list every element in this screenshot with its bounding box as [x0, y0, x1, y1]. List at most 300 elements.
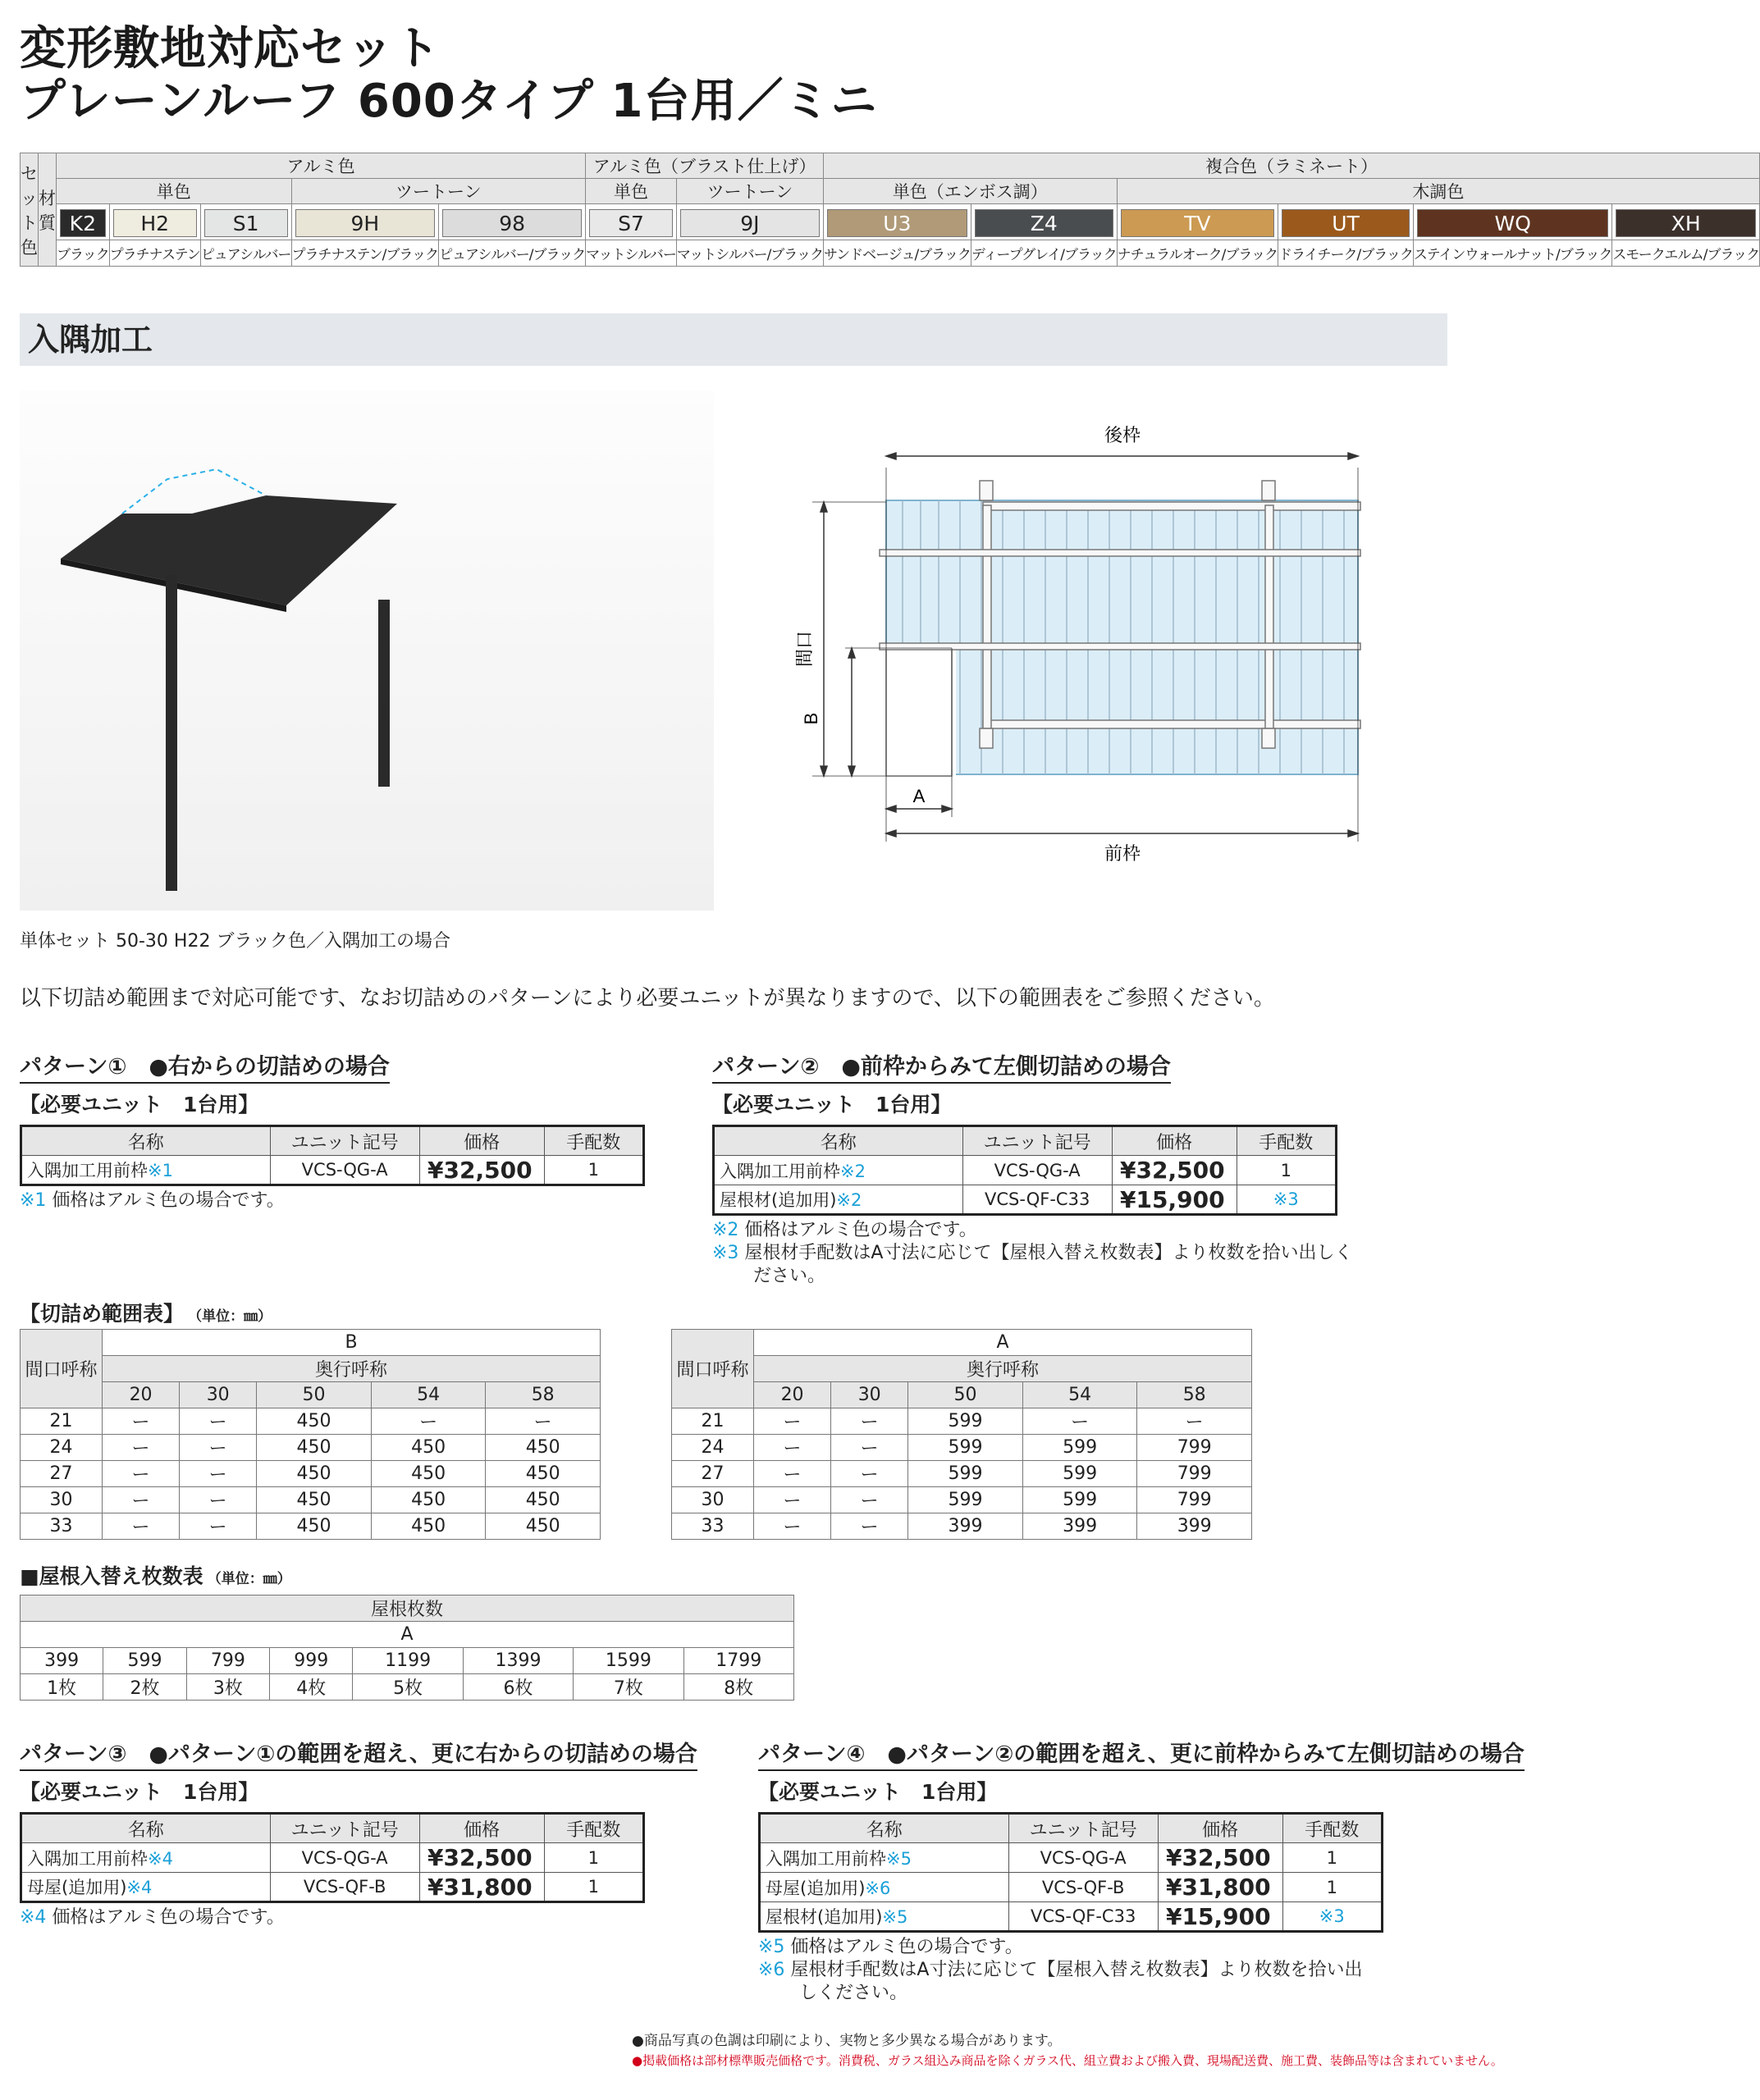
color-swatch: WQ	[1417, 209, 1609, 237]
color-swatch: 98	[442, 209, 582, 237]
depth-header: 奥行呼称	[754, 1356, 1252, 1382]
pattern3-required: 【必要ユニット 1台用】	[20, 1780, 259, 1804]
unit-code: VCS-QG-A	[1008, 1843, 1158, 1873]
color-name: ステインウォールナット/ブラック	[1413, 240, 1612, 267]
range-cell: ー	[180, 1513, 257, 1540]
dim-a-label: A	[912, 786, 926, 806]
unit-name-text: 入隅加工用前枠	[27, 1848, 148, 1869]
roof-sheet-count: 1枚	[21, 1674, 103, 1701]
depth-header: 奥行呼称	[103, 1356, 601, 1382]
unit-note-mark: ※5	[886, 1848, 912, 1869]
table-row	[21, 1843, 644, 1873]
range-cell: ー	[103, 1513, 180, 1540]
rear-frame-label: 後枠	[1104, 425, 1141, 445]
width-value: 21	[21, 1408, 103, 1435]
range-cell: 450	[257, 1487, 372, 1513]
pattern4-notes	[758, 1936, 1447, 2005]
roof-a-value: 1399	[463, 1648, 573, 1674]
unit-qty: 1	[544, 1156, 643, 1185]
unit-price: ¥31,800	[1158, 1873, 1282, 1902]
table-row	[672, 1408, 1252, 1435]
pattern2-table	[712, 1125, 1337, 1216]
plan-diagram	[788, 423, 1395, 866]
post-left	[166, 575, 177, 891]
roof-sheets-row	[21, 1674, 794, 1701]
color-swatch: U3	[827, 209, 967, 237]
table-row	[714, 1185, 1337, 1215]
unit-name	[714, 1185, 963, 1215]
roof-sub: A	[21, 1622, 794, 1648]
pattern3-title: パターン③ ●パターン①の範囲を超え、更に右からの切詰めの場合	[20, 1736, 697, 1771]
unit-price: ¥32,500	[1158, 1843, 1282, 1873]
color-name: スモークエルム/ブラック	[1612, 240, 1760, 267]
range-cell: 450	[257, 1408, 372, 1435]
pattern4-required: 【必要ユニット 1台用】	[758, 1780, 998, 1804]
range-table-a	[671, 1329, 1252, 1540]
post-right	[378, 600, 390, 787]
col-header-name: 名称	[714, 1126, 963, 1156]
range-cell: 450	[486, 1487, 601, 1513]
swatch-cell	[676, 204, 823, 240]
depth-value: 54	[1022, 1382, 1137, 1408]
unit-qty: 1	[1282, 1843, 1382, 1873]
table-row	[21, 1461, 601, 1487]
range-cell: ー	[103, 1461, 180, 1487]
note-mark: ※2	[712, 1220, 739, 1240]
roof-sheet-count: 7枚	[574, 1674, 683, 1701]
range-header-row	[21, 1330, 601, 1356]
unit-name-text: 入隅加工用前枠	[766, 1848, 886, 1869]
range-cell: 450	[257, 1461, 372, 1487]
note-text: 価格はアルミ色の場合です。	[738, 1220, 977, 1240]
swatch-cell	[971, 204, 1117, 240]
roof-a-value: 1799	[683, 1648, 793, 1674]
depth-value: 54	[371, 1382, 486, 1408]
width-value: 30	[672, 1487, 754, 1513]
unit-qty: 1	[544, 1873, 643, 1902]
roof-a-value: 999	[270, 1648, 353, 1674]
range-cell: 450	[371, 1487, 486, 1513]
group-aluminum: アルミ色	[57, 153, 586, 179]
unit-qty: 1	[544, 1843, 643, 1873]
roof-sheet-count: 3枚	[186, 1674, 269, 1701]
range-cell: ー	[180, 1461, 257, 1487]
range-cell: 399	[908, 1513, 1023, 1540]
col-header-price: 価格	[419, 1126, 544, 1156]
unit-qty: 1	[1237, 1156, 1336, 1185]
width-value: 24	[672, 1435, 754, 1461]
unit-code: VCS-QF-C33	[962, 1185, 1112, 1215]
table-header-row	[714, 1126, 1337, 1156]
range-cell: 450	[371, 1435, 486, 1461]
swatch-cell	[1413, 204, 1612, 240]
pattern1-required: 【必要ユニット 1台用】	[20, 1093, 259, 1116]
section-title: 入隅加工	[20, 313, 1447, 366]
color-name: ディープグレイ/ブラック	[971, 240, 1117, 267]
note-text: 屋根材手配数はA寸法に応じて【屋根入替え枚数表】より枚数を拾い出しく	[738, 1243, 1353, 1263]
range-cell: 450	[371, 1513, 486, 1540]
note-line	[20, 1189, 645, 1212]
range-header-row	[672, 1356, 1252, 1382]
range-cell: 799	[1137, 1487, 1252, 1513]
color-swatch: UT	[1282, 209, 1410, 237]
depth-value: 20	[103, 1382, 180, 1408]
dim-b-label: B	[801, 712, 821, 725]
subgroup-single: 単色	[57, 179, 292, 204]
color-name: ナチュラルオーク/ブラック	[1117, 240, 1278, 267]
range-cell: 799	[1137, 1461, 1252, 1487]
width-header: 間口呼称	[672, 1330, 754, 1408]
width-value: 33	[672, 1513, 754, 1540]
unit-code: VCS-QF-C33	[1008, 1902, 1158, 1932]
note-continued: しください。	[799, 1983, 908, 2003]
table-row	[672, 1487, 1252, 1513]
swatch-cell	[1117, 204, 1278, 240]
note-mark: ※5	[758, 1937, 785, 1957]
range-cell: ー	[754, 1435, 831, 1461]
unit-name-text: 屋根材(追加用)	[766, 1907, 883, 1927]
swatch-cell	[823, 204, 971, 240]
note-text: 価格はアルミ色の場合です。	[46, 1907, 285, 1928]
range-title	[20, 1298, 272, 1327]
product-photo	[20, 390, 714, 911]
swatch-cell	[57, 204, 110, 240]
range-cell: ー	[103, 1408, 180, 1435]
roof-a-value: 1199	[353, 1648, 463, 1674]
unit-name	[21, 1156, 271, 1185]
unit-qty: 1	[1282, 1873, 1382, 1902]
pattern3-table	[20, 1812, 645, 1903]
range-cell: ー	[1137, 1408, 1252, 1435]
pattern1	[20, 1048, 645, 1212]
unit-price: ¥32,500	[419, 1843, 544, 1873]
range-cell: ー	[371, 1408, 486, 1435]
unit-note-mark: ※1	[148, 1161, 173, 1180]
range-cell: ー	[754, 1487, 831, 1513]
range-depth-row	[21, 1382, 601, 1408]
subgroup-two-tone-blast: ツートーン	[676, 179, 823, 204]
swatch-cell	[291, 204, 439, 240]
table-header-row	[760, 1814, 1383, 1843]
subgroup-two-tone: ツートーン	[291, 179, 586, 204]
roof-table-title: ■屋根入替え枚数表	[20, 1564, 203, 1588]
width-value: 27	[21, 1461, 103, 1487]
roof-table-unit: （単位：㎜）	[207, 1571, 291, 1587]
range-cell: 599	[908, 1487, 1023, 1513]
roof-header-row	[21, 1596, 794, 1622]
color-swatch: 9H	[295, 209, 436, 237]
subgroup-single-blast: 単色	[586, 179, 677, 204]
range-cell: 599	[908, 1435, 1023, 1461]
range-cell: 450	[486, 1435, 601, 1461]
range-cell: ー	[831, 1435, 908, 1461]
depth-value: 20	[754, 1382, 831, 1408]
table-header-row	[21, 1814, 644, 1843]
swatch-cell	[1278, 204, 1414, 240]
unit-price: ¥32,500	[1112, 1156, 1237, 1185]
color-name: マットシルバー	[586, 240, 677, 267]
pattern4-title: パターン④ ●パターン②の範囲を超え、更に前枠からみて左側切詰めの場合	[758, 1736, 1525, 1771]
color-name: ピュアシルバー/ブラック	[439, 240, 586, 267]
range-cell: ー	[831, 1408, 908, 1435]
pattern3-notes	[20, 1906, 697, 1929]
table-row	[21, 1873, 644, 1902]
note-mark: ※6	[758, 1960, 785, 1980]
roof-a-value: 799	[186, 1648, 269, 1674]
width-value: 21	[672, 1408, 754, 1435]
roof-sheet-count: 4枚	[270, 1674, 353, 1701]
range-cell: 450	[371, 1461, 486, 1487]
table-row	[21, 1408, 601, 1435]
pattern4-table	[758, 1812, 1383, 1933]
table-row	[21, 1435, 601, 1461]
width-value: 27	[672, 1461, 754, 1487]
group-laminate: 複合色（ラミネート）	[823, 153, 1759, 179]
pattern3	[20, 1736, 697, 1929]
table-row	[760, 1843, 1383, 1873]
range-cell: ー	[180, 1487, 257, 1513]
swatch-cell	[439, 204, 586, 240]
note-mark: ※1	[20, 1190, 47, 1211]
color-swatch: S7	[589, 209, 673, 237]
range-header-row	[21, 1356, 601, 1382]
range-cell: ー	[754, 1461, 831, 1487]
col-header-qty: 手配数	[1282, 1814, 1382, 1843]
subgroup-emboss: 単色（エンボス調）	[823, 179, 1117, 204]
note-mark: ※4	[20, 1907, 47, 1928]
page-title	[20, 23, 878, 128]
footer	[632, 2031, 1503, 2070]
color-swatch: Z4	[975, 209, 1113, 237]
color-name: ブラック	[57, 240, 110, 267]
range-cell: ー	[1022, 1408, 1137, 1435]
range-cell: ー	[831, 1487, 908, 1513]
color-name: プラチナステン	[109, 240, 200, 267]
width-label: 間口	[794, 630, 815, 668]
col-header-name: 名称	[21, 1814, 271, 1843]
range-table-b	[20, 1329, 601, 1540]
roof-sub-row	[21, 1622, 794, 1648]
intro-text: 以下切詰め範囲まで対応可能です、なお切詰めのパターンにより必要ユニットが異なりますので、以下の範囲表をご参照ください。	[20, 986, 1275, 1011]
unit-price: ¥32,500	[419, 1156, 544, 1185]
pattern1-title: パターン① ●右からの切詰めの場合	[20, 1048, 390, 1084]
note-text: 価格はアルミ色の場合です。	[46, 1190, 285, 1211]
unit-code: VCS-QG-A	[270, 1156, 419, 1185]
width-header: 間口呼称	[21, 1330, 103, 1408]
swatch-cell	[586, 204, 677, 240]
range-cell: ー	[103, 1487, 180, 1513]
note-line	[712, 1242, 1442, 1265]
unit-name	[714, 1156, 963, 1185]
range-cell: 599	[1022, 1487, 1137, 1513]
range-table-unit: （単位：㎜）	[188, 1308, 272, 1325]
roof-title	[20, 1560, 291, 1590]
range-depth-row	[672, 1382, 1252, 1408]
pattern4	[758, 1736, 1525, 2005]
unit-name	[760, 1843, 1009, 1873]
color-swatch: K2	[60, 209, 106, 237]
color-name: サンドベージュ/ブラック	[823, 240, 971, 267]
roof-a-row	[21, 1648, 794, 1674]
title-line1: 変形敷地対応セット	[20, 22, 441, 75]
col-header-name: 名称	[760, 1814, 1009, 1843]
footer-line1: ●商品写真の色調は印刷により、実物と多少異なる場合があります。	[632, 2033, 1062, 2049]
col-header-price: 価格	[1158, 1814, 1282, 1843]
color-name: プラチナステン/ブラック	[291, 240, 439, 267]
range-cell: ー	[754, 1513, 831, 1540]
color-name: マットシルバー/ブラック	[676, 240, 823, 267]
material-label: 材 質	[39, 153, 57, 267]
table-row	[760, 1873, 1383, 1902]
color-swatch: XH	[1616, 209, 1756, 237]
roof-a-value: 599	[103, 1648, 186, 1674]
width-value: 30	[21, 1487, 103, 1513]
unit-price: ¥15,900	[1158, 1902, 1282, 1932]
col-header-qty: 手配数	[1237, 1126, 1336, 1156]
roof-sheet-count: 5枚	[353, 1674, 463, 1701]
color-swatch: 9J	[680, 209, 820, 237]
range-cell: ー	[486, 1408, 601, 1435]
range-cell: ー	[754, 1408, 831, 1435]
depth-value: 30	[831, 1382, 908, 1408]
depth-value: 50	[257, 1382, 372, 1408]
depth-value: 30	[180, 1382, 257, 1408]
swatch-cell	[200, 204, 291, 240]
depth-value: 58	[1137, 1382, 1252, 1408]
range-cell: 399	[1022, 1513, 1137, 1540]
col-header-price: 価格	[419, 1814, 544, 1843]
table-row	[21, 1513, 601, 1540]
unit-note-mark: ※5	[882, 1907, 908, 1927]
roof-table	[20, 1595, 794, 1701]
color-swatch: H2	[113, 209, 197, 237]
range-dim-label: B	[103, 1330, 601, 1356]
roof-sheet-count: 6枚	[463, 1674, 573, 1701]
note-continued: ださい。	[753, 1266, 826, 1286]
table-row	[21, 1156, 644, 1185]
col-header-code: ユニット記号	[270, 1814, 419, 1843]
col-header-code: ユニット記号	[1008, 1814, 1158, 1843]
unit-name-text: 屋根材(追加用)	[720, 1190, 837, 1210]
set-color-label: セット色	[21, 153, 39, 267]
subgroup-wood: 木調色	[1117, 179, 1759, 204]
unit-code: VCS-QG-A	[270, 1843, 419, 1873]
note-line	[712, 1219, 1442, 1242]
note-line	[20, 1906, 697, 1929]
pattern1-table	[20, 1125, 645, 1186]
note-text: 価格はアルミ色の場合です。	[784, 1937, 1023, 1957]
note-line	[758, 1936, 1447, 1959]
unit-note-mark: ※4	[148, 1848, 173, 1869]
table-row	[672, 1435, 1252, 1461]
unit-name	[760, 1902, 1009, 1932]
depth-value: 58	[486, 1382, 601, 1408]
swatch-cell	[109, 204, 200, 240]
pattern2-title: パターン② ●前枠からみて左側切詰めの場合	[712, 1048, 1171, 1084]
footer-line2: ●掲載価格は部材標準販売価格です。消費税、ガラス組込み商品を除くガラス代、組立費および搬入費、現場配送費、施工費、装飾品等は含まれていません。	[632, 2053, 1503, 2068]
range-cell: ー	[103, 1435, 180, 1461]
roof-panel	[61, 495, 397, 605]
table-row	[672, 1461, 1252, 1487]
roof-sheet-count: 2枚	[103, 1674, 186, 1701]
roof-a-value: 1599	[574, 1648, 683, 1674]
unit-note-mark: ※2	[836, 1190, 862, 1210]
unit-price: ¥31,800	[419, 1873, 544, 1902]
unit-name	[760, 1873, 1009, 1902]
front-frame-label: 前枠	[1104, 843, 1141, 864]
unit-name-text: 入隅加工用前枠	[27, 1161, 148, 1180]
range-cell: 450	[257, 1513, 372, 1540]
unit-price: ¥15,900	[1112, 1185, 1237, 1215]
range-cell: 599	[908, 1461, 1023, 1487]
unit-code: VCS-QF-B	[1008, 1873, 1158, 1902]
pattern2-required: 【必要ユニット 1台用】	[712, 1093, 952, 1116]
col-header-qty: 手配数	[544, 1126, 643, 1156]
range-cell: 399	[1137, 1513, 1252, 1540]
unit-name	[21, 1873, 271, 1902]
width-value: 33	[21, 1513, 103, 1540]
unit-code: VCS-QG-A	[962, 1156, 1112, 1185]
roof-a-value: 399	[21, 1648, 103, 1674]
col-header-name: 名称	[21, 1126, 271, 1156]
range-cell: 450	[486, 1513, 601, 1540]
color-swatch: S1	[204, 209, 288, 237]
title-line2: プレーンルーフ 600タイプ 1台用／ミニ	[20, 75, 878, 128]
range-cell: 799	[1137, 1435, 1252, 1461]
unit-note-mark: ※2	[840, 1161, 866, 1181]
range-cell: ー	[180, 1408, 257, 1435]
roof-sheet-count: 8枚	[683, 1674, 793, 1701]
col-header-qty: 手配数	[544, 1814, 643, 1843]
table-header-row	[21, 1126, 644, 1156]
depth-value: 50	[908, 1382, 1023, 1408]
pattern2	[712, 1048, 1442, 1288]
table-row	[21, 1487, 601, 1513]
unit-name-text: 母屋(追加用)	[766, 1878, 866, 1898]
range-dim-label: A	[754, 1330, 1252, 1356]
range-cell: 450	[257, 1435, 372, 1461]
unit-qty: ※3	[1282, 1902, 1382, 1932]
group-aluminum-blast: アルミ色（ブラスト仕上げ）	[586, 153, 824, 179]
range-cell: ー	[831, 1461, 908, 1487]
pattern1-notes	[20, 1189, 645, 1212]
range-table-title: 【切詰め範囲表】	[20, 1302, 185, 1326]
color-swatch: TV	[1121, 209, 1274, 237]
note-text: 屋根材手配数はA寸法に応じて【屋根入替え枚数表】より枚数を拾い出	[784, 1960, 1363, 1980]
range-cell: 599	[908, 1408, 1023, 1435]
swatch-cell	[1612, 204, 1760, 240]
unit-name-text: 母屋(追加用)	[27, 1878, 127, 1897]
col-header-price: 価格	[1112, 1126, 1237, 1156]
roof-header: 屋根枚数	[21, 1596, 794, 1622]
unit-note-mark: ※4	[126, 1878, 153, 1897]
table-row	[760, 1902, 1383, 1932]
color-name: ドライチーク/ブラック	[1278, 240, 1414, 267]
unit-name-text: 入隅加工用前枠	[720, 1161, 840, 1181]
range-cell: ー	[831, 1513, 908, 1540]
range-cell: 599	[1022, 1461, 1137, 1487]
unit-note-mark: ※6	[865, 1878, 891, 1898]
note-mark: ※3	[712, 1243, 739, 1263]
table-row	[672, 1513, 1252, 1540]
color-name: ピュアシルバー	[200, 240, 291, 267]
range-cell: 450	[486, 1461, 601, 1487]
col-header-code: ユニット記号	[270, 1126, 419, 1156]
photo-caption: 単体セット 50-30 H22 ブラック色／入隅加工の場合	[20, 931, 451, 952]
range-cell: ー	[180, 1435, 257, 1461]
range-header-row	[672, 1330, 1252, 1356]
range-cell: 599	[1022, 1435, 1137, 1461]
